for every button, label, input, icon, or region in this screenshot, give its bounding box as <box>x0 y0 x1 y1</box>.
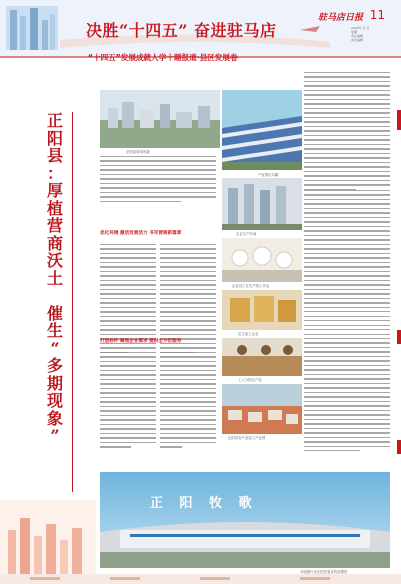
page-footer-strip <box>0 574 401 584</box>
headline-char: 期 <box>46 373 63 393</box>
headline-char: 生 <box>46 321 63 340</box>
edge-marker <box>397 440 401 454</box>
page-title: 决胜“十四五” 奋进驻马店 <box>86 21 277 40</box>
headline-char: 多 <box>46 356 63 375</box>
edition-weekday: 星期 <box>351 30 358 34</box>
body-text-column <box>160 352 216 451</box>
intro-paragraph <box>100 156 216 205</box>
headline-char: 催 <box>46 303 63 323</box>
edition-designer: 美术编辑 <box>351 38 364 42</box>
processing-park-photo <box>222 384 302 434</box>
photo-caption: 正阳县城市风貌 <box>126 150 150 154</box>
edge-marker <box>397 330 401 344</box>
body-text-column <box>304 72 390 193</box>
headline-char: 阳 <box>46 128 63 148</box>
page-number: 11 <box>369 8 385 22</box>
city-aerial-photo <box>100 90 220 148</box>
edge-marker <box>397 110 401 130</box>
edition-date: 2025年 月 日 <box>351 26 370 30</box>
headline-char <box>40 287 70 305</box>
section-heading: 优化环境 激活发展活力 书写营商新篇章 <box>100 231 182 236</box>
body-text-column <box>100 352 156 451</box>
article-headline <box>40 112 70 445</box>
headline-char: 营 <box>46 216 63 235</box>
photo-caption: 正阳县农产品加工产业园 <box>228 436 266 440</box>
edition-editor: 责任编辑 <box>351 34 364 38</box>
headline-char: 正 <box>46 111 63 130</box>
photo-caption: 工人分拣农产品 <box>238 378 262 382</box>
photo-caption: 花生加工企业 <box>238 332 259 336</box>
section-heading: 打造标杆 聚焦企业需求 提供全方位服务 <box>100 339 182 344</box>
edition-info <box>351 26 391 42</box>
bottom-banner-photo <box>100 472 390 568</box>
sorting-photo <box>222 338 302 376</box>
headline-char: 植 <box>46 198 63 218</box>
page-subtitle: “十四五”发展成就人学十题报道·县区发展卷 <box>88 53 238 62</box>
peanut-factory-photo <box>222 290 302 330</box>
photo-caption: 企业生产车间 <box>236 232 257 236</box>
banner-title: 正 阳 牧 歌 <box>150 496 258 511</box>
photo-caption: 企业员工在生产线上作业 <box>232 284 270 288</box>
headline-char: 县 <box>46 146 63 165</box>
headline-char: ” <box>50 426 60 445</box>
headline-char: “ <box>50 338 60 358</box>
headline-divider <box>72 112 73 492</box>
headline-char: 现 <box>46 391 63 410</box>
factory-photo <box>222 178 302 230</box>
headline-char: 商 <box>46 233 63 253</box>
headline-char: 厚 <box>46 181 63 200</box>
decorative-skyline <box>0 500 96 584</box>
headline-char: 象 <box>46 408 63 428</box>
industrial-park-photo <box>222 90 302 170</box>
photo-caption: 产业园区鸟瞰 <box>258 173 279 177</box>
body-text-column <box>304 190 390 455</box>
headline-char: 沃 <box>46 251 63 270</box>
headline-char: ： <box>46 163 63 183</box>
production-line-photo <box>222 238 302 282</box>
photo-credit: 本版图片由正阳县委宣传部提供 <box>300 570 348 574</box>
headline-char: 土 <box>46 268 63 288</box>
paper-name: 驻马店日报 <box>317 13 363 23</box>
